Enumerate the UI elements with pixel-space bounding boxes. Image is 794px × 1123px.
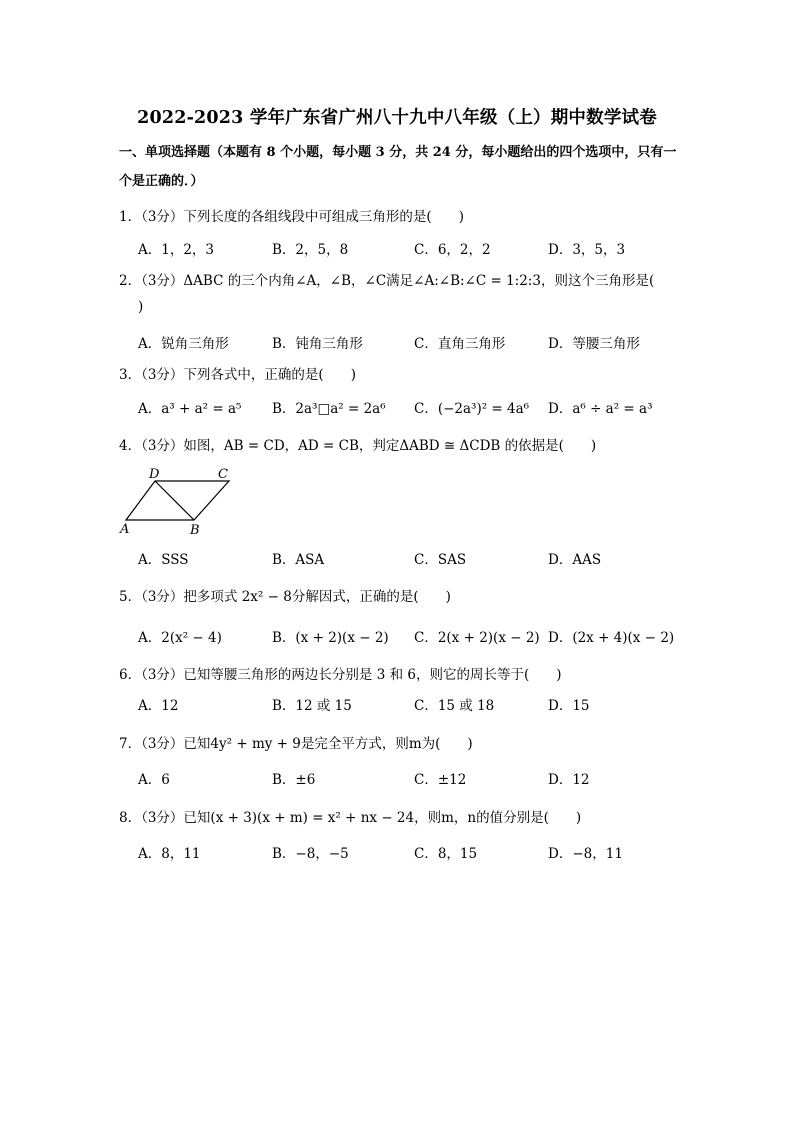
option-b: B．12 或 15	[272, 698, 352, 714]
option-b: B．ASA	[272, 552, 325, 568]
option-d: D．15	[548, 698, 590, 714]
parallelogram-figure	[114, 464, 244, 536]
question-2-continuation: )	[138, 299, 144, 315]
parallelogram-abcd	[126, 481, 229, 520]
option-b: B．2a³□a² = 2a⁶	[272, 401, 386, 417]
question-1: 1．（3分）下列长度的各组线段中可组成三角形的是( )	[119, 209, 464, 225]
option-b: B．±6	[272, 772, 316, 788]
option-c: C．SAS	[414, 552, 467, 568]
option-c: C．(−2a³)² = 4a⁶	[414, 401, 530, 417]
option-d: D．12	[548, 772, 590, 788]
question-7: 7．（3分）已知4y² + my + 9是完全平方式，则m为( )	[119, 736, 473, 752]
option-d: D．3，5，3	[548, 242, 626, 258]
option-c: C．2(x + 2)(x − 2)	[414, 630, 540, 646]
option-a: A．锐角三角形	[138, 336, 229, 352]
option-a: A．2(x² − 4)	[138, 630, 222, 646]
option-a: A．6	[138, 772, 170, 788]
option-a: A．SSS	[138, 552, 189, 568]
option-a: A．8，11	[138, 846, 201, 862]
option-c: C．8，15	[414, 846, 478, 862]
option-a: A．a³ + a² = a⁵	[138, 401, 242, 417]
label-a: A	[120, 522, 130, 536]
question-2: 2．（3分）ΔABC 的三个内角∠A，∠B，∠C满足∠A:∠B:∠C = 1:2:3，则这个三角形是(	[119, 273, 655, 289]
option-b: B．钝角三角形	[272, 336, 363, 352]
parallelogram-diagram	[114, 464, 244, 536]
option-d: D．AAS	[548, 552, 602, 568]
option-b: B．2，5，8	[272, 242, 349, 258]
option-d: D．a⁶ ÷ a² = a³	[548, 401, 653, 417]
option-d: D．(2x + 4)(x − 2)	[548, 630, 675, 646]
option-c: C．6，2，2	[414, 242, 491, 258]
option-c: C．±12	[414, 772, 467, 788]
exam-title: 2022-2023 学年广东省广州八十九中八年级（上）期中数学试卷	[137, 108, 657, 128]
label-c: C	[218, 467, 228, 482]
question-8: 8．（3分）已知(x + 3)(x + m) = x² + nx − 24，则m，n的值分别是( )	[119, 810, 582, 826]
question-4: 4．（3分）如图，AB = CD，AD = CB，判定ΔABD ≅ ΔCDB 的依据是( )	[119, 438, 597, 454]
question-3: 3．（3分）下列各式中，正确的是( )	[119, 367, 356, 383]
question-6: 6．（3分）已知等腰三角形的两边长分别是 3 和 6，则它的周长等于( )	[119, 667, 562, 683]
option-c: C．直角三角形	[414, 336, 506, 352]
section-header: 一、单项选择题（本题有 8 个小题，每小题 3 分，共 24 分，每小题给出的四个选项中，只有一个是正确的．）	[119, 145, 677, 189]
option-d: D．等腰三角形	[548, 336, 640, 352]
option-b: B．(x + 2)(x − 2)	[272, 630, 389, 646]
diagonal-db	[155, 481, 194, 520]
option-a: A．1，2，3	[138, 242, 215, 258]
label-b: B	[190, 523, 200, 536]
option-d: D．−8，11	[548, 846, 623, 862]
label-d: D	[149, 467, 160, 482]
question-5: 5．（3分）把多项式 2x² − 8分解因式，正确的是( )	[119, 589, 451, 605]
option-c: C．15 或 18	[414, 698, 495, 714]
option-b: B．−8，−5	[272, 846, 349, 862]
option-a: A．12	[138, 698, 179, 714]
